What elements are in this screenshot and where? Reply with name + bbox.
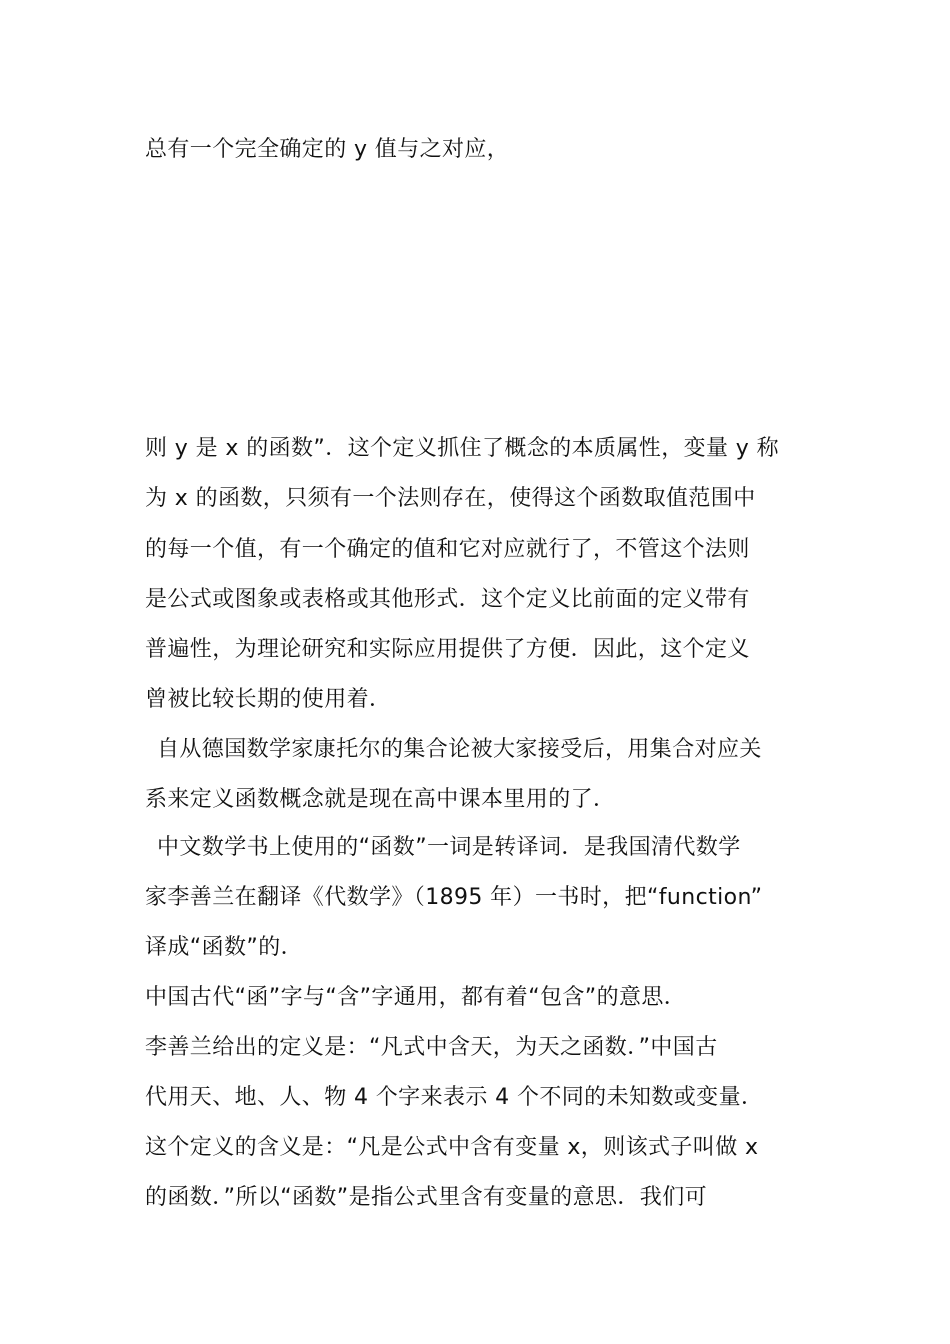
text-line: 是公式或图象或表格或其他形式．这个定义比前面的定义带有 xyxy=(145,587,750,612)
text-line: 系来定义函数概念就是现在高中课本里用的了． xyxy=(145,787,616,812)
text-line: 的每一个值，有一个确定的值和它对应就行了，不管这个法则 xyxy=(145,537,750,562)
text-line: 自从德国数学家康托尔的集合论被大家接受后，用集合对应关 xyxy=(157,737,762,762)
text-line: 为 x 的函数，只须有一个法则存在，使得这个函数取值范围中 xyxy=(145,486,756,511)
text-line: 则 y 是 x 的函数”．这个定义抓住了概念的本质属性，变量 y 称 xyxy=(145,436,780,461)
text-line: 总有一个完全确定的 y 值与之对应， xyxy=(145,137,510,162)
text-line: 中文数学书上使用的“函数”一词是转译词．是我国清代数学 xyxy=(157,835,741,860)
text-line: 普遍性，为理论研究和实际应用提供了方便．因此，这个定义 xyxy=(145,637,750,662)
text-line: 代用天、地、人、物 4 个字来表示 4 个不同的未知数或变量． xyxy=(145,1085,764,1110)
text-line: 译成“函数”的． xyxy=(145,935,303,960)
text-line: 李善兰给出的定义是：“凡式中含天，为天之函数．”中国古 xyxy=(145,1035,718,1060)
text-line: 家李善兰在翻译《代数学》（1895 年）一书时，把“function” xyxy=(145,885,763,910)
text-line: 中国古代“函”字与“含”字通用，都有着“包含”的意思． xyxy=(145,985,687,1010)
text-line: 的函数．”所以“函数”是指公式里含有变量的意思．我们可 xyxy=(145,1185,707,1210)
text-line: 这个定义的含义是：“凡是公式中含有变量 x，则该式子叫做 x xyxy=(145,1135,759,1160)
text-line: 曾被比较长期的使用着． xyxy=(145,687,392,712)
